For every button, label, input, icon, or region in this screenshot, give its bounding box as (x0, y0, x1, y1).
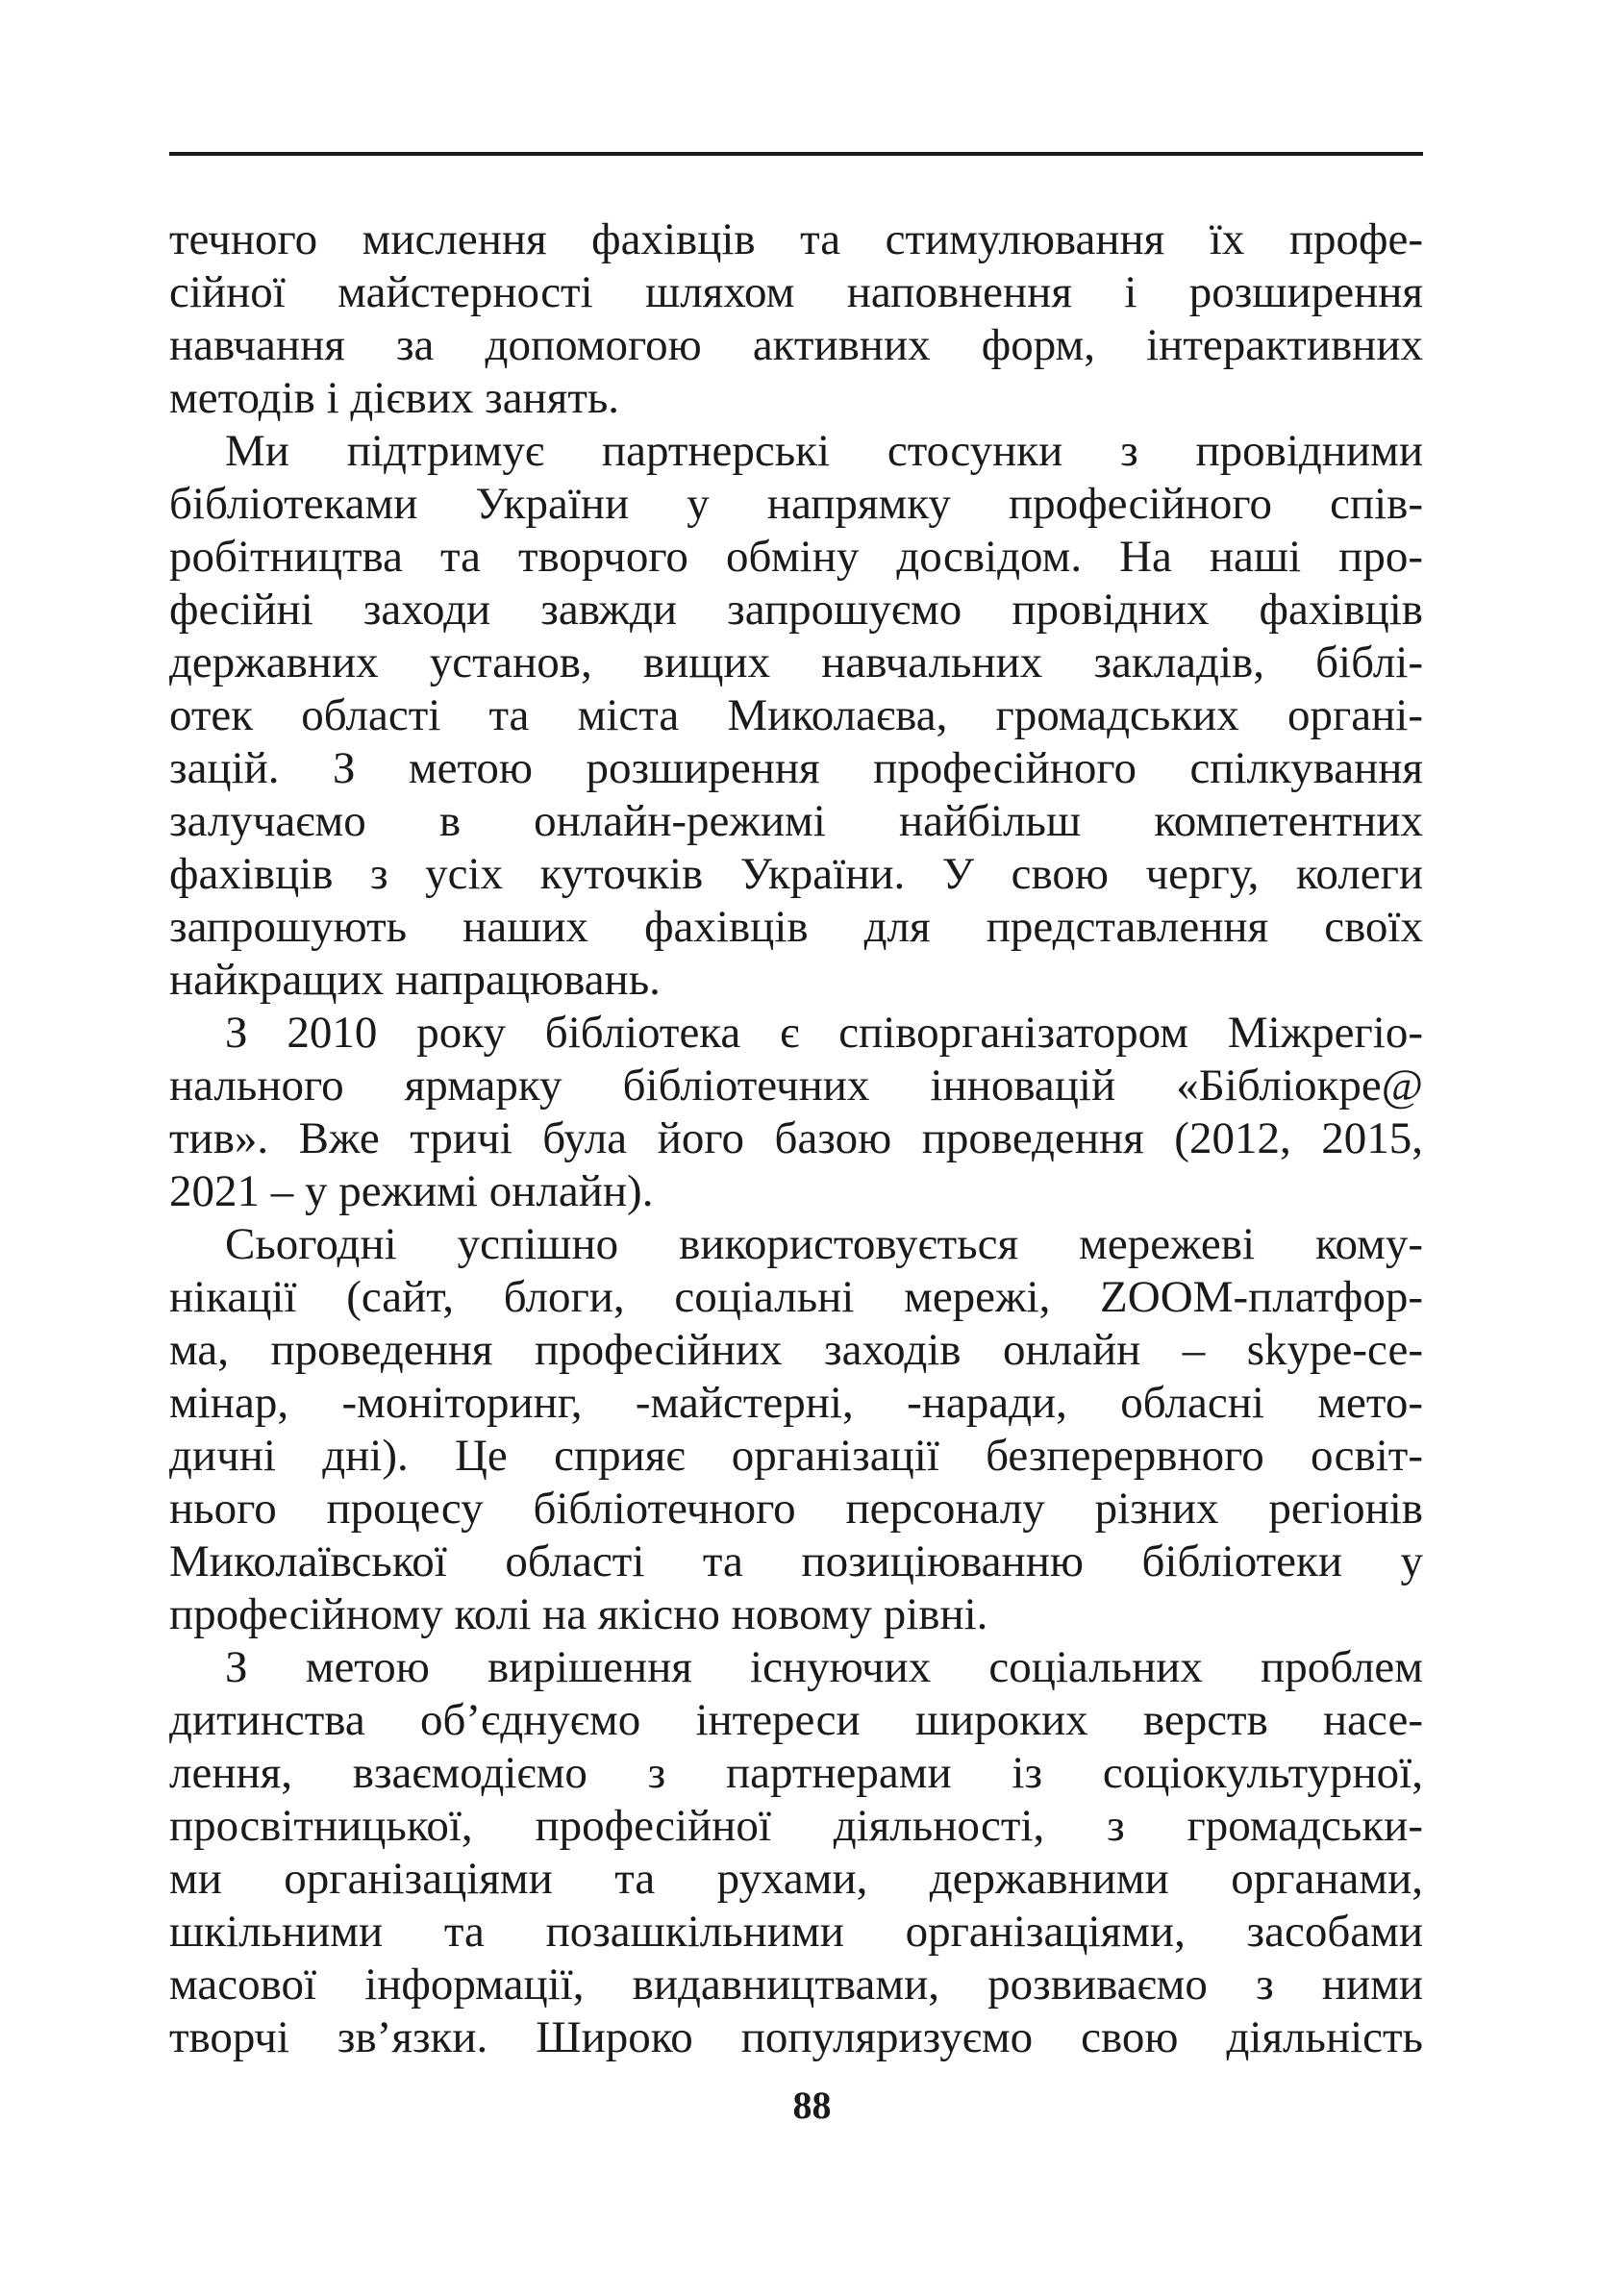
text-line: лення, взаємодіємо з партнерами із соціокультурної, (169, 1748, 1423, 1798)
text-line: фесійні заходи завжди запрошуємо провідних фахівців (169, 585, 1423, 635)
text-line: дичні дні). Це сприяє організації безперервного освіт- (169, 1431, 1423, 1481)
text-line: тив». Вже тричі була його базою проведення (2012, 2015, (169, 1113, 1423, 1163)
text-line: течного мислення фахівців та стимулювання їх профе- (169, 214, 1423, 264)
paragraph (169, 1218, 1423, 1641)
text-line: нального ярмарку бібліотечних інновацій «Бібліокре@ (169, 1061, 1423, 1111)
paragraph (169, 213, 1423, 425)
text-line: державних установ, вищих навчальних закладів, біблі- (169, 637, 1423, 687)
text-line: масової інформації, видавництвами, розвиваємо з ними (169, 1960, 1423, 2010)
paragraph (169, 1641, 1423, 2064)
text-line: навчання за допомогою активних форм, інтерактивних (169, 320, 1423, 370)
text-line: сійної майстерності шляхом наповнення і розширення (169, 267, 1423, 317)
text-line: зацій. З метою розширення професійного спілкування (169, 743, 1423, 793)
text-line: Миколаївської області та позиціюванню бібліотеки у (169, 1536, 1423, 1586)
text-line: З 2010 року бібліотека є співорганізатором Міжрегіо- (225, 1008, 1423, 1058)
text-line: отек області та міста Миколаєва, громадських органі- (169, 690, 1423, 740)
text-line: професійному колі на якісно новому рівні. (169, 1589, 988, 1639)
text-line: нього процесу бібліотечного персоналу різних регіонів (169, 1484, 1423, 1534)
text-line: 2021 – у режимі онлайн). (169, 1166, 654, 1216)
header-rule (169, 152, 1423, 156)
text-line: творчі зв’язки. Широко популяризуємо свою діяльність (169, 2012, 1423, 2062)
text-line: запрошують наших фахівців для представлення своїх (169, 902, 1423, 952)
text-line: фахівців з усіх куточків України. У свою чергу, колеги (169, 849, 1423, 899)
text-line: мінар, -моніторинг, -майстерні, -наради, обласні мето- (169, 1378, 1423, 1428)
text-line: шкільними та позашкільними організаціями, засобами (169, 1907, 1423, 1957)
text-line: Сьогодні успішно використовується мережеві кому- (225, 1219, 1423, 1269)
text-line: найкращих напрацювань. (169, 955, 661, 1005)
text-line: ма, проведення професійних заходів онлайн – skype-се- (169, 1325, 1423, 1375)
text-line: ми організаціями та рухами, державними органами, (169, 1854, 1423, 1904)
text-line: З метою вирішення існуючих соціальних проблем (225, 1642, 1423, 1692)
text-line: Ми підтримує партнерські стосунки з провідними (225, 426, 1423, 476)
paragraph (169, 425, 1423, 1007)
text-line: дитинства об’єднуємо інтереси широких верств насе- (169, 1695, 1423, 1745)
paragraph (169, 1007, 1423, 1218)
text-line: бібліотеками України у напрямку професійного спів- (169, 479, 1423, 529)
body-text (169, 213, 1423, 2064)
page-number: 88 (792, 2084, 832, 2127)
text-line: просвітницької, професійної діяльності, з громадськи- (169, 1801, 1423, 1851)
text-line: нікації (сайт, блоги, соціальні мережі, ZOOM-платфор- (169, 1272, 1423, 1322)
text-line: робітництва та творчого обміну досвідом. На наші про- (169, 532, 1423, 582)
text-line: методів і дієвих занять. (169, 373, 620, 423)
text-line: залучаємо в онлайн-режимі найбільш компетентних (169, 796, 1423, 846)
